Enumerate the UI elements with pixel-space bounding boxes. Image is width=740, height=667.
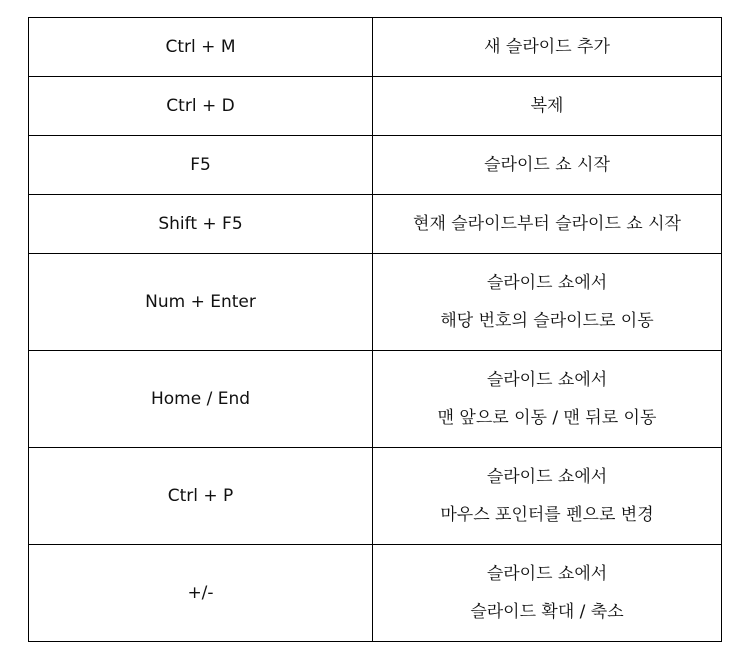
description-line: 마우스 포인터를 펜으로 변경: [440, 505, 654, 525]
shortcut-description-cell: [373, 351, 722, 448]
table-row: [29, 254, 722, 351]
shortcut-table: [28, 17, 722, 642]
description-line: 맨 앞으로 이동 / 맨 뒤로 이동: [437, 408, 657, 428]
shortcut-description-cell: [373, 545, 722, 642]
shortcut-description-cell: [373, 254, 722, 351]
shortcut-description-cell: [373, 136, 722, 195]
table-row: [29, 545, 722, 642]
description-line: 슬라이드 쇼에서: [486, 467, 608, 487]
table-row: [29, 136, 722, 195]
shortcut-key-cell: Num + Enter: [29, 254, 373, 351]
table-row: [29, 351, 722, 448]
table-row: [29, 195, 722, 254]
table-row: [29, 77, 722, 136]
description-line: 해당 번호의 슬라이드로 이동: [440, 311, 654, 331]
shortcut-key-cell: Home / End: [29, 351, 373, 448]
shortcut-key-cell: Ctrl + D: [29, 77, 373, 136]
shortcut-key-cell: F5: [29, 136, 373, 195]
description-line: 슬라이드 쇼에서: [486, 273, 608, 293]
description-line: 슬라이드 쇼 시작: [484, 155, 610, 175]
table-row: [29, 18, 722, 77]
shortcut-key-cell: +/-: [29, 545, 373, 642]
shortcut-key-cell: Ctrl + P: [29, 448, 373, 545]
shortcut-description-cell: [373, 77, 722, 136]
description-line: 현재 슬라이드부터 슬라이드 쇼 시작: [413, 214, 681, 234]
description-line: 슬라이드 확대 / 축소: [470, 602, 624, 622]
shortcut-key-cell: Shift + F5: [29, 195, 373, 254]
table-row: [29, 448, 722, 545]
description-line: 새 슬라이드 추가: [484, 37, 610, 57]
description-line: 슬라이드 쇼에서: [486, 564, 608, 584]
shortcut-key-cell: Ctrl + M: [29, 18, 373, 77]
description-line: 슬라이드 쇼에서: [486, 370, 608, 390]
shortcut-description-cell: [373, 195, 722, 254]
shortcut-description-cell: [373, 448, 722, 545]
description-line: 복제: [530, 96, 564, 116]
shortcut-description-cell: [373, 18, 722, 77]
